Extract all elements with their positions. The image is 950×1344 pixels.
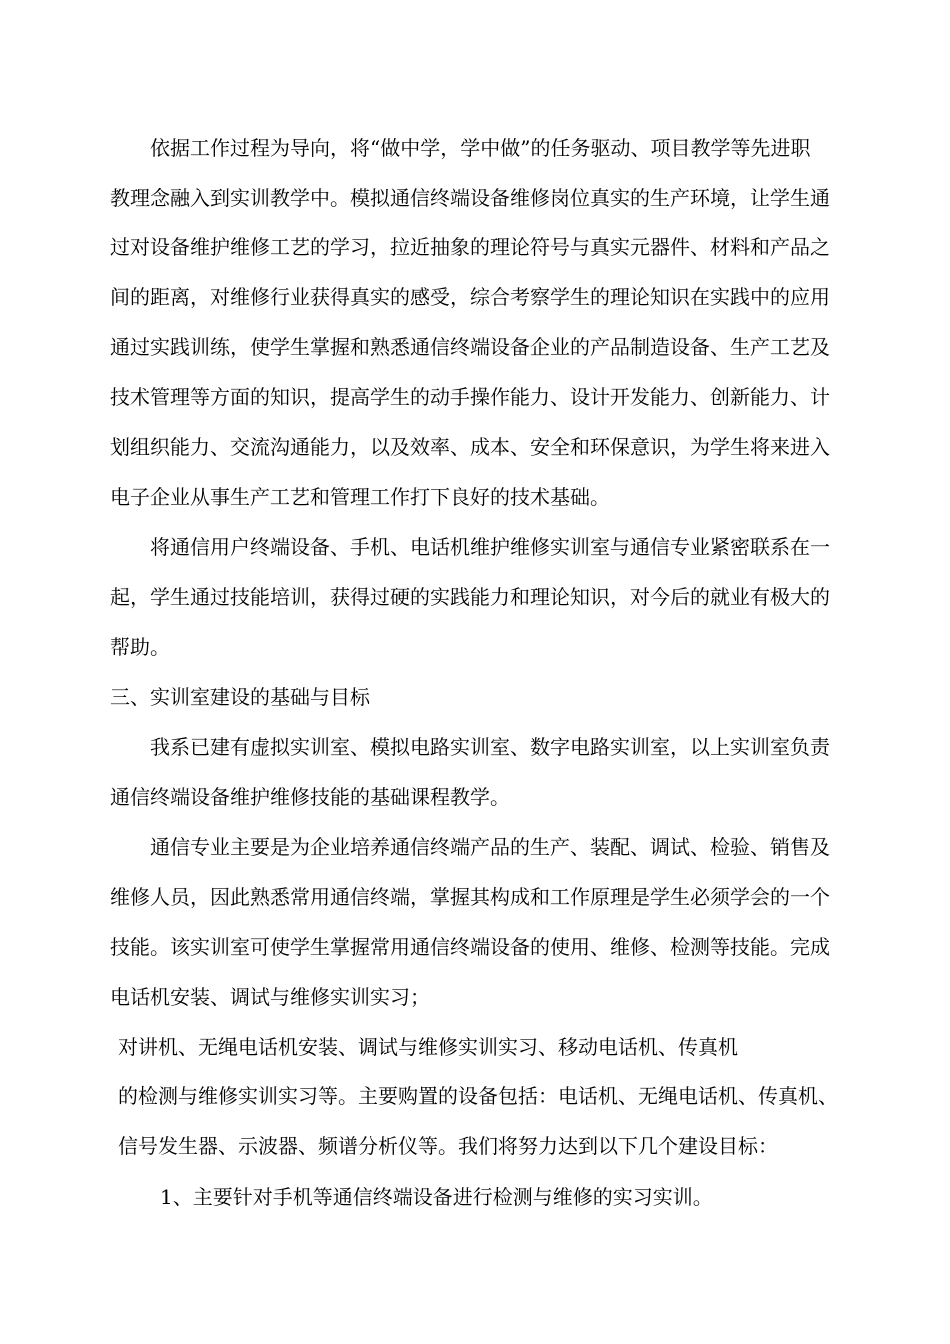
paragraph-1-line-6: 技术管理等方面的知识，提高学生的动手操作能力、设计开发能力、创新能力、计	[110, 385, 830, 409]
paragraph-4-line-1: 通信专业主要是为企业培养通信终端产品的生产、装配、调试、检验、销售及	[150, 835, 830, 859]
paragraph-4-line-3: 技能。该实训室可使学生掌握常用通信终端设备的使用、维修、检测等技能。完成	[110, 935, 830, 959]
paragraph-1-line-3: 过对设备维护维修工艺的学习，拉近抽象的理论符号与真实元器件、材料和产品之	[110, 235, 830, 259]
paragraph-1-line-1: 依据工作过程为导向，将“做中学，学中做”的任务驱动、项目教学等先进职	[150, 136, 811, 160]
paragraph-1-line-5: 通过实践训练，使学生掌握和熟悉通信终端设备企业的产品制造设备、生产工艺及	[110, 335, 830, 359]
paragraph-1-line-8: 电子企业从事生产工艺和管理工作打下良好的技术基础。	[110, 485, 610, 509]
paragraph-2-line-3: 帮助。	[110, 635, 170, 659]
section-heading: 三、实训室建设的基础与目标	[110, 685, 370, 709]
paragraph-3-line-2: 通信终端设备维护维修技能的基础课程教学。	[110, 785, 510, 809]
paragraph-4-line-2: 维修人员，因此熟悉常用通信终端，掌握其构成和工作原理是学生必须学会的一个	[110, 885, 830, 909]
paragraph-1-line-4: 间的距离，对维修行业获得真实的感受，综合考察学生的理论知识在实践中的应用	[110, 285, 830, 309]
paragraph-1-line-7: 划组织能力、交流沟通能力，以及效率、成本、安全和环保意识，为学生将来进入	[110, 435, 830, 459]
goal-item-1: 1、主要针对手机等通信终端设备进行检测与维修的实习实训。	[160, 1185, 713, 1209]
paragraph-2-line-2: 起，学生通过技能培训，获得过硬的实践能力和理论知识，对今后的就业有极大的	[110, 585, 830, 609]
paragraph-2-line-1: 将通信用户终端设备、手机、电话机维护维修实训室与通信专业紧密联系在一	[150, 535, 830, 559]
paragraph-4-line-4: 电话机安装、调试与维修实训实习；	[110, 985, 430, 1009]
paragraph-1-line-2: 教理念融入到实训教学中。模拟通信终端设备维修岗位真实的生产环境，让学生通	[110, 186, 830, 210]
paragraph-5-line-1: 对讲机、无绳电话机安装、调试与维修实训实习、移动电话机、传真机	[118, 1035, 738, 1059]
paragraph-3-line-1: 我系已建有虚拟实训室、模拟电路实训室、数字电路实训室，以上实训室负责	[150, 735, 830, 759]
paragraph-5-line-2: 的检测与维修实训实习等。主要购置的设备包括：电话机、无绳电话机、传真机、	[118, 1084, 838, 1108]
paragraph-5-line-3: 信号发生器、示波器、频谱分析仪等。我们将努力达到以下几个建设目标：	[118, 1134, 778, 1158]
